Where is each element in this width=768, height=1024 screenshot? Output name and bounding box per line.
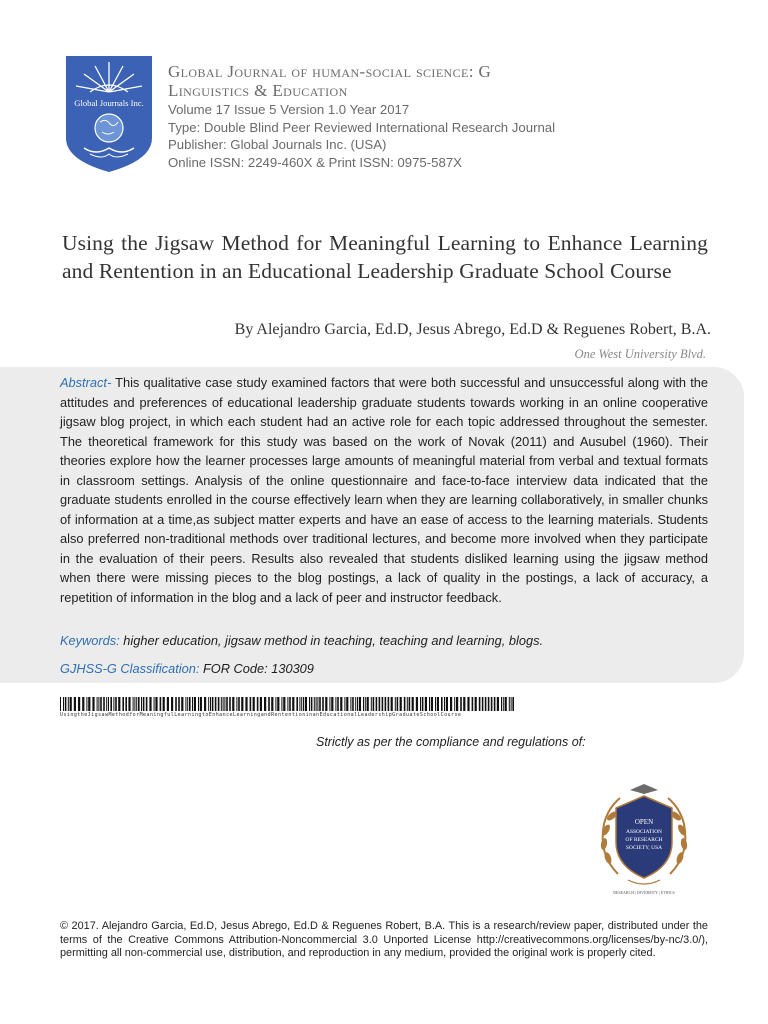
- barcode-bar: [460, 697, 462, 711]
- barcode-bar: [241, 697, 243, 711]
- barcode-bar: [110, 697, 112, 711]
- barcode-bar: [277, 697, 279, 711]
- barcode-bar: [329, 697, 330, 711]
- barcode-bar: [204, 697, 206, 711]
- abstract-label: Abstract-: [60, 375, 112, 390]
- barcode-bar: [472, 697, 474, 711]
- barcode-bar: [223, 697, 224, 711]
- barcode-bar: [488, 697, 490, 711]
- barcode-bar: [283, 697, 285, 711]
- barcode-bar: [245, 697, 247, 711]
- barcode-bar: [178, 697, 180, 711]
- classification-text: FOR Code: 130309: [199, 661, 314, 676]
- barcode-bar: [340, 697, 342, 711]
- barcode-bar: [200, 697, 202, 711]
- barcode-bar: [352, 697, 354, 711]
- barcode-bar: [422, 697, 424, 711]
- barcode-bar: [198, 697, 199, 711]
- barcode-bar: [409, 697, 411, 711]
- barcode-bar: [359, 697, 361, 711]
- barcode-bar: [63, 697, 64, 711]
- barcode-bar: [271, 697, 273, 711]
- journal-volume: Volume 17 Issue 5 Version 1.0 Year 2017: [168, 102, 410, 117]
- global-journals-logo: [62, 52, 156, 174]
- barcode-bar: [441, 697, 443, 711]
- barcode-bar: [479, 697, 481, 711]
- barcode-bar: [371, 697, 372, 711]
- barcode-bar: [238, 697, 240, 711]
- barcode-bar: [407, 697, 408, 711]
- barcode-bar: [385, 697, 387, 711]
- barcode-bar: [404, 697, 406, 711]
- svg-text:OF RESEARCH: OF RESEARCH: [625, 837, 663, 843]
- svg-text:SOCIETY, USA: SOCIETY, USA: [625, 845, 663, 851]
- barcode-bar: [425, 697, 427, 711]
- barcode-bar: [292, 697, 294, 711]
- barcode-bar: [311, 697, 313, 711]
- barcode-bar: [136, 697, 137, 711]
- barcode-bar: [149, 697, 151, 711]
- barcode-bar: [420, 697, 421, 711]
- barcode-text: UsingtheJigsawMethodforMeaningfulLearningtoEnhanceLearningandRententioninanEducationalLeadershipGraduateSchoolCourse: [60, 712, 462, 718]
- barcode-bar: [212, 697, 214, 711]
- barcode-bar: [181, 697, 183, 711]
- barcode-bar: [503, 697, 504, 711]
- keywords-label: Keywords:: [60, 633, 120, 648]
- barcode-bar: [103, 697, 105, 711]
- barcode-bar: [143, 697, 145, 711]
- barcode: [60, 697, 515, 719]
- journal-header: [168, 62, 728, 171]
- barcode-bar: [456, 697, 458, 711]
- journal-publisher: Publisher: Global Journals Inc. (USA): [168, 137, 387, 153]
- paper-authors: By Alejandro Garcia, Ed.D, Jesus Abrego, Ed.D & Reguenes Robert, B.A.: [234, 321, 711, 338]
- svg-text:Global Journals Inc.: Global Journals Inc.: [74, 98, 144, 108]
- barcode-bar: [395, 697, 396, 711]
- barcode-bar: [97, 697, 98, 711]
- barcode-bar: [185, 697, 186, 711]
- barcode-bar: [113, 697, 114, 711]
- barcode-bar: [501, 697, 502, 711]
- barcode-bar: [226, 697, 228, 711]
- keywords: [60, 633, 708, 648]
- barcode-bar: [509, 697, 510, 711]
- barcode-bar: [60, 697, 61, 711]
- barcode-bar: [115, 697, 117, 711]
- barcode-bar: [264, 697, 266, 711]
- barcode-bar: [194, 697, 196, 711]
- barcode-bar: [138, 697, 140, 711]
- barcode-bar: [316, 697, 317, 711]
- barcode-bar: [260, 697, 262, 711]
- barcode-bar: [134, 697, 135, 711]
- barcode-bar: [379, 697, 381, 711]
- paper-title: Using the Jigsaw Method for Meaningful Learning to Enhance Learning and Rentention in an Educational Leadership Graduate School Course: [62, 231, 708, 283]
- barcode-bar: [275, 697, 276, 711]
- barcode-bar: [287, 697, 288, 711]
- barcode-bar: [482, 697, 484, 711]
- barcode-bar: [346, 697, 348, 711]
- barcode-bar: [367, 697, 369, 711]
- barcode-bar: [236, 697, 237, 711]
- barcode-bar: [444, 697, 445, 711]
- barcode-bars: [60, 697, 515, 711]
- barcode-bar: [331, 697, 333, 711]
- barcode-bar: [485, 697, 487, 711]
- barcode-bar: [314, 697, 315, 711]
- barcode-bar: [108, 697, 109, 711]
- barcode-bar: [301, 697, 302, 711]
- barcode-bar: [257, 697, 259, 711]
- barcode-bar: [429, 697, 430, 711]
- barcode-bar: [305, 697, 307, 711]
- barcode-bar: [365, 697, 366, 711]
- barcode-bar: [435, 697, 436, 711]
- barcode-bar: [382, 697, 384, 711]
- barcode-bar: [106, 697, 107, 711]
- author-affiliation: One West University Blvd.: [574, 347, 706, 361]
- barcode-bar: [350, 697, 351, 711]
- barcode-bar: [397, 697, 399, 711]
- barcode-bar: [299, 697, 300, 711]
- barcode-bar: [189, 697, 191, 711]
- classification-label: GJHSS-G Classification:: [60, 661, 200, 676]
- barcode-bar: [344, 697, 345, 711]
- barcode-bar: [431, 697, 433, 711]
- barcode-bar: [450, 697, 452, 711]
- barcode-bar: [160, 697, 162, 711]
- barcode-bar: [317, 697, 318, 711]
- barcode-bar: [118, 697, 120, 711]
- barcode-bar: [232, 697, 234, 711]
- classification: [60, 661, 708, 676]
- barcode-bar: [65, 697, 67, 711]
- barcode-bar: [86, 697, 87, 711]
- barcode-bar: [463, 697, 465, 711]
- barcode-bar: [78, 697, 80, 711]
- barcode-bar: [296, 697, 298, 711]
- barcode-bar: [100, 697, 102, 711]
- barcode-bar: [400, 697, 402, 711]
- barcode-bar: [268, 697, 270, 711]
- barcode-bar: [250, 697, 252, 711]
- svg-text:RESEARCH | DIVERSITY | ETHICS: RESEARCH | DIVERSITY | ETHICS: [613, 890, 675, 895]
- keywords-text: higher education, jigsaw method in teaching, teaching and learning, blogs.: [119, 633, 544, 648]
- barcode-bar: [221, 697, 222, 711]
- barcode-bar: [192, 697, 193, 711]
- barcode-bar: [141, 697, 142, 711]
- barcode-bar: [125, 697, 127, 711]
- barcode-bar: [92, 697, 94, 711]
- barcode-bar: [224, 697, 225, 711]
- abstract: [60, 373, 708, 607]
- barcode-bar: [229, 697, 231, 711]
- barcode-bar: [388, 697, 390, 711]
- barcode-bar: [454, 697, 455, 711]
- barcode-bar: [163, 697, 165, 711]
- barcode-bar: [187, 697, 188, 711]
- barcode-bar: [325, 697, 327, 711]
- barcode-bar: [98, 697, 99, 711]
- barcode-bar: [337, 697, 339, 711]
- barcode-bar: [155, 697, 157, 711]
- barcode-bar: [437, 697, 439, 711]
- license-notice: © 2017. Alejandro Garcia, Ed.D, Jesus Abrego, Ed.D & Reguenes Robert, B.A. This is a research/review paper, distributed under the terms of the Creative Commons Attribution-Noncommercial 3.0 Unported License http://creativecommons.org/licenses/by-nc/3.0/), permitting all non-commercial use, distribution, and reproduction in any medium, provided the original work is properly cited.: [60, 920, 708, 960]
- barcode-bar: [497, 697, 499, 711]
- barcode-bar: [167, 697, 169, 711]
- barcode-bar: [70, 697, 72, 711]
- compliance-note: Strictly as per the compliance and regulations of:: [316, 735, 586, 749]
- barcode-bar: [309, 697, 310, 711]
- journal-subtitle: Linguistics & Education: [168, 81, 348, 100]
- barcode-bar: [412, 697, 414, 711]
- barcode-bar: [335, 697, 336, 711]
- barcode-bar: [355, 697, 356, 711]
- barcode-bar: [215, 697, 217, 711]
- barcode-bar: [253, 697, 255, 711]
- barcode-bar: [391, 697, 393, 711]
- barcode-bar: [210, 697, 211, 711]
- barcode-bar: [491, 697, 493, 711]
- barcode-bar: [171, 697, 173, 711]
- barcode-bar: [146, 697, 148, 711]
- barcode-bar: [357, 697, 358, 711]
- barcode-bar: [281, 697, 282, 711]
- barcode-bar: [376, 697, 378, 711]
- journal-type: Type: Double Blind Peer Reviewed International Research Journal: [168, 119, 556, 135]
- barcode-bar: [446, 697, 448, 711]
- barcode-bar: [208, 697, 209, 711]
- barcode-bar: [68, 697, 69, 711]
- barcode-bar: [133, 697, 134, 711]
- journal-issn: Online ISSN: 2249-460X & Print ISSN: 0975-587X: [168, 154, 462, 170]
- barcode-bar: [363, 697, 364, 711]
- barcode-bar: [218, 697, 220, 711]
- barcode-bar: [319, 697, 321, 711]
- barcode-bar: [289, 697, 291, 711]
- barcode-bar: [303, 697, 304, 711]
- abstract-text: This qualitative case study examined factors that were both successful and unsuccessful along with the attitudes and preferences of educational leadership graduate students towards working in an online cooperative jigsaw blog project, in which each student had an active role for each topic addressed throughout the semester. The theoretical framework for this study was based on the work of Novak (2011) and Ausubel (1960). Their theories explore how the learner processes large amounts of meaningful material from verbal and textual formats in classroom settings. Analysis of the online questionnaire and face-to-face interview data indicated that the graduate students enrolled in the course effectively learn when they are learning collaboratively, in smaller chunks of information at a time,as subject matter experts and have an ease of access to the learning materials. Students also preferred non-traditional methods over traditional lectures, and become more involved when they participate in the evaluation of their peers. Results also revealed that students disliked learning using the jigsaw method when there were missing pieces to the blog postings, a lack of quality in the postings, a lack of accuracy, a repetition of information in the blog and a lack of peer and instructor feedback.: [60, 375, 708, 605]
- open-association-seal: [592, 780, 696, 898]
- barcode-bar: [511, 697, 512, 711]
- barcode-bar: [475, 697, 477, 711]
- barcode-bar: [494, 697, 496, 711]
- svg-text:OPEN: OPEN: [634, 818, 654, 826]
- barcode-bar: [505, 697, 507, 711]
- journal-title: Global Journal of human-social science: G: [168, 62, 492, 81]
- barcode-bar: [373, 697, 375, 711]
- barcode-bar: [175, 697, 177, 711]
- barcode-bar: [322, 697, 324, 711]
- svg-text:ASSOCIATION: ASSOCIATION: [625, 829, 663, 835]
- barcode-bar: [128, 697, 130, 711]
- barcode-bar: [122, 697, 124, 711]
- barcode-bar: [82, 697, 84, 711]
- barcode-bar: [88, 697, 90, 711]
- barcode-bar: [467, 697, 469, 711]
- barcode-bar: [74, 697, 76, 711]
- barcode-bar: [416, 697, 418, 711]
- barcode-bar: [154, 697, 155, 711]
- barcode-bar: [512, 697, 514, 711]
